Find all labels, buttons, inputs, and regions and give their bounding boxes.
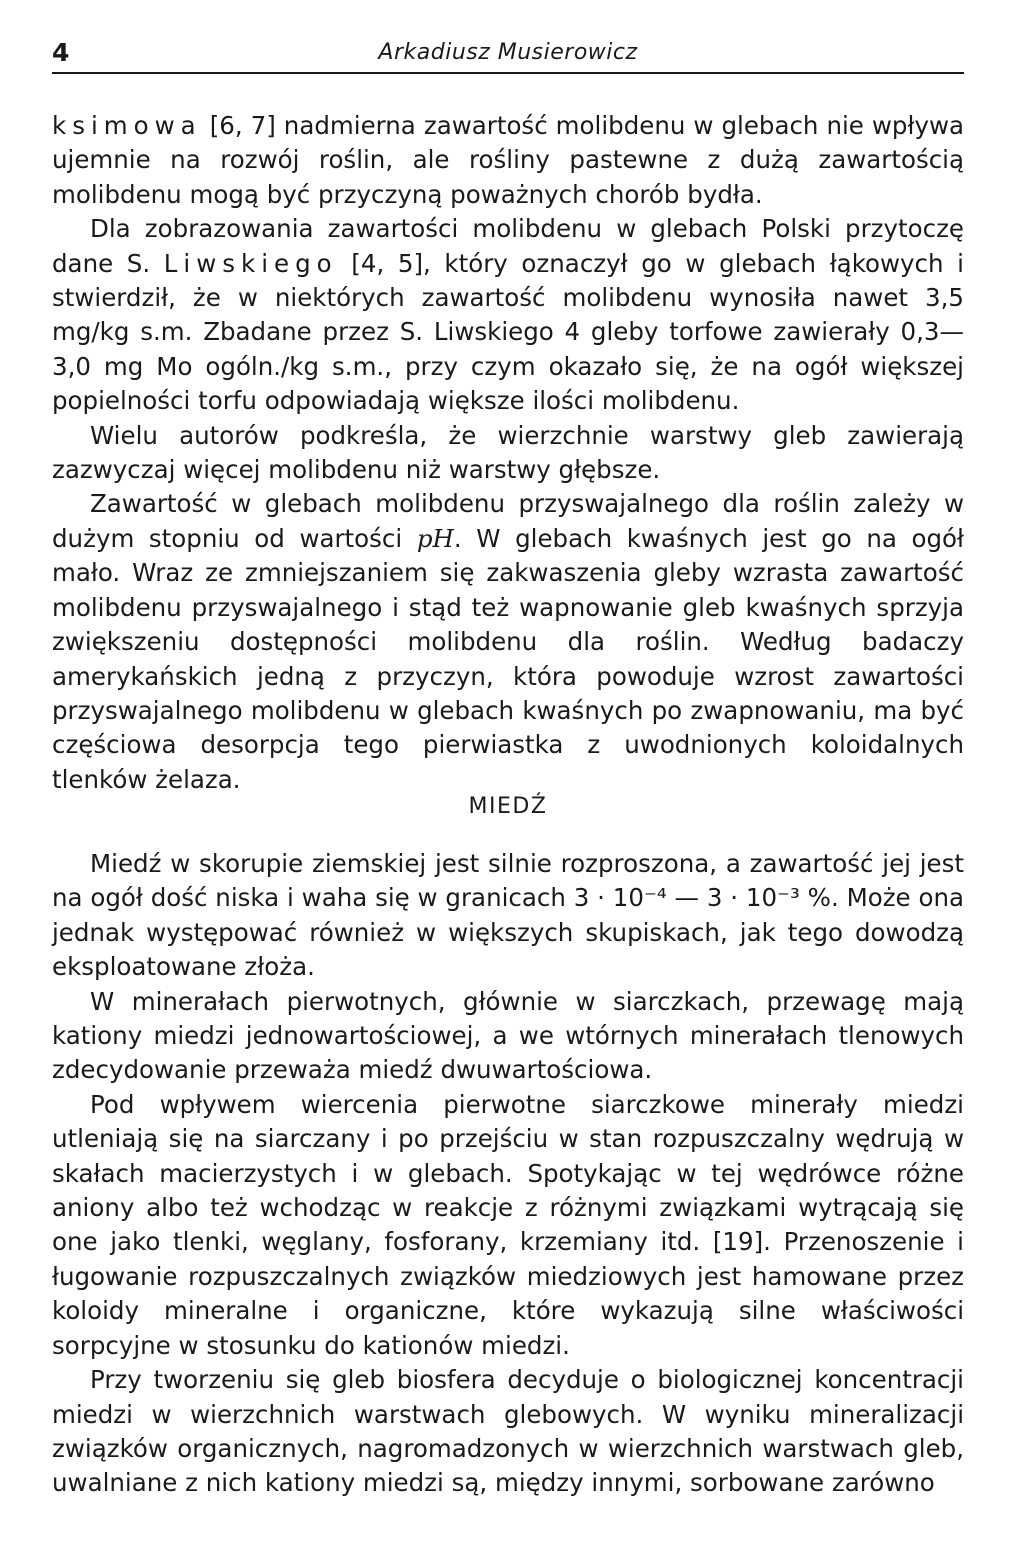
paragraph-text: . W glebach kwaśnych jest go na ogół mało. Wraz ze zmniejszaniem się zakwaszenia gleby wzrasta zawartość molibdenu przyswajalnego i stąd też wapnowanie gleb kwaśnych sprzyja zwiększeniu dostępności molibdenu dla roślin. Według badaczy amerykańskich jedną z przyczyn, która powoduje wzrost zawartości przyswajalnego molibdenu w glebach kwaśnych po zwapnowaniu, ma być częściowa desorpcja tego pierwiastka z uwodnionych koloidalnych tlenków żelaza. bbox=[52, 523, 964, 794]
page-header bbox=[52, 38, 964, 70]
paragraph-text: Zawartość w glebach molibdenu przyswajalnego dla roślin zależy w dużym stopniu od wartości bbox=[52, 489, 964, 553]
page-number: 4 bbox=[52, 38, 70, 67]
italic-term: pH bbox=[416, 523, 454, 553]
paragraph bbox=[52, 212, 964, 418]
paragraph: Miedź w skorupie ziemskiej jest silnie rozproszona, a zawartość jej jest na ogół dość niska i waha się w granicach 3 · 10⁻⁴ — 3 · 10⁻³ %. Może ona jednak występować również w większych skupiskach, jak tego dowodzą eksploatowane złoża. bbox=[52, 849, 964, 982]
paragraph-text: [4, 5], który oznaczył go w glebach łąkowych i stwierdził, że w niektórych zawartość molibdenu wynosiła nawet 3,5 mg/kg s.m. Zbadane przez S. Liwskiego 4 gleby torfowe zawierały 0,3—3,0 mg Mo ogóln./kg s.m., przy czym okazało się, że na ogół większej popielności torfu odpowiadają większe ilości molibdenu. bbox=[52, 248, 964, 416]
document-page bbox=[52, 0, 964, 1555]
paragraph: Przy tworzeniu się gleb biosfera decyduje o biologicznej koncentracji miedzi w wierzchnich warstwach glebowych. W wyniku mineralizacji związków organicznych, nagromadzonych w wierzchnich warstwach gleb, uwalniane z nich kationy miedzi są, między innymi, sorbowane zarówno bbox=[52, 1365, 964, 1498]
molybdenum-section bbox=[52, 109, 964, 797]
section-heading: MIEDŹ bbox=[468, 794, 548, 819]
paragraph bbox=[52, 487, 964, 797]
paragraph-continuation bbox=[52, 109, 964, 212]
copper-section bbox=[52, 847, 964, 1501]
paragraph-text: [6, 7] nadmierna zawartość molibdenu w glebach nie wpływa ujemnie na rozwój roślin, ale rośliny pastewne z dużą zawartością molibdenu mogą być przyczyną poważnych chorób bydła. bbox=[52, 111, 964, 209]
running-head-author: Arkadiusz Musierowicz bbox=[378, 40, 638, 65]
spaced-author-fragment: ksimowa bbox=[52, 111, 202, 140]
paragraph-text: Dla zobrazowania zawartości molibdenu w glebach Polski przytoczę dane S. bbox=[52, 214, 964, 278]
paragraph: Pod wpływem wiercenia pierwotne siarczkowe minerały miedzi utleniają się na siarczany i po przejściu w stan rozpuszczalny wędrują w skałach macierzystych i w glebach. Spotykając w tej wędrówce różne aniony albo też wchodząc w reakcje z różnymi związkami wytrącają się one jako tlenki, węglany, fosforany, krzemiany itd. [19]. Przenoszenie i ługowanie rozpuszczalnych związków miedziowych jest hamowane przez koloidy mineralne i organiczne, które wykazują silne właściwości sorpcyjne w stosunku do kationów miedzi. bbox=[52, 1089, 964, 1360]
paragraph: W minerałach pierwotnych, głównie w siarczkach, przewagę mają kationy miedzi jednowartościowej, a we wtórnych minerałach tlenowych zdecydowanie przeważa miedź dwuwartościowa. bbox=[52, 986, 964, 1085]
spaced-author-name: Liwskiego bbox=[163, 248, 338, 278]
header-rule bbox=[52, 72, 964, 74]
paragraph: Wielu autorów podkreśla, że wierzchnie warstwy gleb zawierają zazwyczaj więcej molibdenu niż warstwy głębsze. bbox=[52, 420, 964, 485]
